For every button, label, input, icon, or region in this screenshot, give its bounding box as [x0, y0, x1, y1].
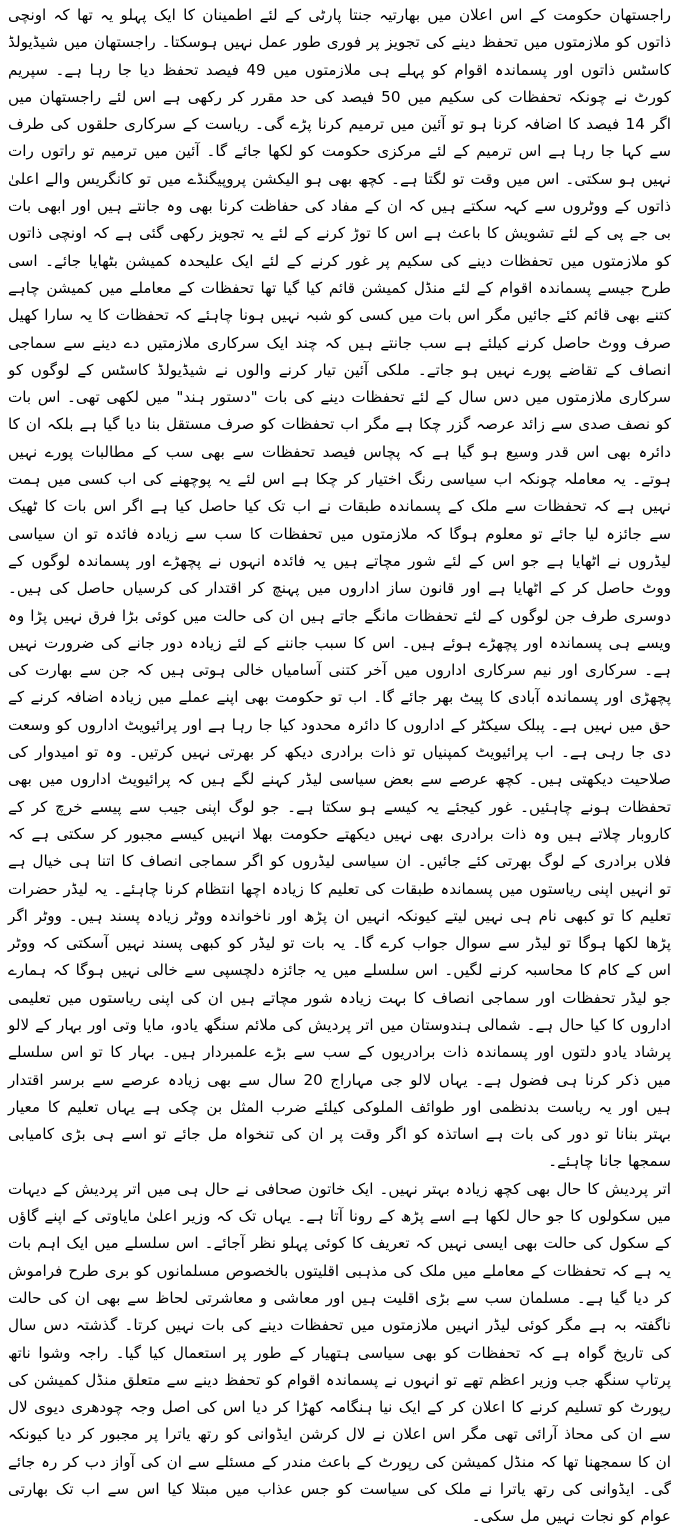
- article-paragraph-2: اتر پردیش کا حال بھی کچھ زیادہ بہتر نہیں۔ ایک خاتون صحافی نے حال ہی میں اتر پردیش کے دیہات میں سکولوں کا جو حال لکھا ہے اسے پڑھ کے رونا آتا ہے۔ یہاں تک کہ وزیر اعلیٰ مایاوتی کے اپنے گاؤں کے سکول کی حالت بھی ایسی نہیں کہ تعریف کا کوئی پہلو نظر آجائے۔ اس سلسلے میں ایک اہم بات یہ ہے کہ تحفظات کے معاملے میں ملک کی مذہبی اقلیتوں بالخصوص مسلمانوں کو بری طرح فراموش کر دیا گیا ہے۔ مسلمان سب سے بڑی اقلیت ہیں اور معاشی و معاشرتی لحاظ سے بھی ان کی حالت ناگفتہ بہ ہے مگر کوئی لیڈر انہیں ملازمتوں میں تحفظات دینے کی بات نہیں کرتا۔ گذشتہ دس سال کی تاریخ گواہ ہے کہ تحفظات کو بھی سیاسی ہتھیار کے طور پر استعمال کیا گیا۔ راجہ وشوا ناتھ پرتاپ سنگھ جب وزیر اعظم تھے تو انہوں نے پسماندہ اقوام کو تحفظ دینے سے متعلق منڈل کمیشن کی رپورٹ کو تسلیم کرنے کا اعلان کر کے ایک نیا ہنگامہ کھڑا کر دیا اس کی اصل وجہ چودھری دیوی لال سے ان کی محاذ آرائی تھی مگر اس اعلان نے لال کرشن ایڈوانی کو رتھ یاترا پر مجبور کر دیا کیونکہ ان کا سمجھنا تھا کہ منڈل کمیشن کی رپورٹ کے باعث مندر کے مسئلے سے ان کی آواز دب کر رہ جائے گی۔ ایڈوانی کی رتھ یاترا نے ملک کی سیاست کو جس عذاب میں مبتلا کیا اس سے اب تک بھارتی عوام کو نجات نہیں مل سکی۔: [8, 1179, 671, 1526]
- article-paragraph-1: راجستھان حکومت کے اس اعلان میں بھارتیہ جنتا پارٹی کے لئے اطمینان کا ایک پہلو یہ تھا کہ اونچی ذاتوں کو ملازمتوں میں تحفظ دینے کی تجویز پر فوری طور عمل نہیں ہوسکتا۔ راجستھان میں شیڈیولڈ کاسٹس ذاتوں اور پسماندہ اقوام کو پہلے ہی ملازمتوں میں 49 فیصد تحفظ دیا جا رہا ہے۔ سپریم کورٹ نے چونکہ تحفظات کی سکیم میں 50 فیصد کی حد مقرر کر رکھی ہے اس لئے راجستھان میں اگر 14 فیصد کا اضافہ کرنا ہو تو آئین میں ترمیم کرنا پڑے گی۔ ریاست کے سرکاری حلقوں کی طرف سے کہا جا رہا ہے اس ترمیم کے لئے مرکزی حکومت کو لکھا جائے گا۔ آئین میں ترمیم تو راتوں رات نہیں ہو سکتی۔ اس میں وقت تو لگتا ہے۔ کچھ بھی ہو الیکشن پروپیگنڈے میں تو کانگریس والے اعلیٰ ذاتوں کے ووٹروں سے کہہ سکتے ہیں کہ ان کے مفاد کی حفاظت کرنا بھی وہ جانتے ہیں اور ابھی بات بی جے پی کے لئے تشویش کا باعث ہے اس کا توڑ کرنے کے لئے یہ تجویز رکھی گئی ہے کہ اونچی ذاتوں کو ملازمتوں میں تحفظات دینے کی سکیم پر غور کرنے کے لئے ایک علیحدہ کمیشن بٹھایا جائے۔ اسی طرح جیسے پسماندہ اقوام کے لئے منڈل کمیشن قائم کیا گیا تھا تحفظات کے معاملے میں کمیشن چاہے کتنے بھی قائم کئے جائیں مگر اس بات میں کسی کو شبہ نہیں ہونا چاہئے کہ تحفظات کا یہ سارا کھیل صرف ووٹ حاصل کرنے کیلئے ہے سب جانتے ہیں کہ چند ایک سرکاری ملازمتیں دے دینے سے سماجی انصاف کے تقاضے پورے نہیں ہو جاتے۔ ملکی آئین تیار کرنے والوں نے شیڈیولڈ کاسٹس کے لوگوں کو سرکاری ملازمتوں میں دس سال کے لئے تحفظات دینے کی بات "دستور ہند" میں لکھی تھی۔ اس بات کو نصف صدی سے زائد عرصہ گزر چکا ہے مگر اب تحفظات کو صرف مستقل بنا دیا گیا ہے بلکہ ان کا دائرہ بھی اس قدر وسیع ہو گیا ہے کہ پچاس فیصد تحفظات سے بھی سب کے مطالبات پورے نہیں ہوتے۔ یہ معاملہ چونکہ اب سیاسی رنگ اختیار کر چکا ہے اس لئے یہ پوچھنے کی اب کسی میں ہمت نہیں ہے کہ تحفظات سے ملک کے پسماندہ طبقات نے اب تک کیا حاصل کیا ہے اگر اس بات کا ٹھیک سے جائزہ لیا جائے تو معلوم ہوگا کہ ملازمتوں میں تحفظات کا سب سے زیادہ فائدہ تو ان سیاسی لیڈروں نے اٹھایا ہے جو اس کے لئے شور مچاتے ہیں یہ فائدہ انہوں نے پچھڑے اور پسماندہ لوگوں کے ووٹ حاصل کر کے اٹھایا ہے اور قانون ساز اداروں میں پہنچ کر اقتدار کی کرسیاں حاصل کی ہیں۔ دوسری طرف جن لوگوں کے لئے تحفظات مانگے جاتے ہیں ان کی حالت میں کوئی بڑا فرق نہیں پڑا وہ ویسے ہی پسماندہ اور پچھڑے ہوئے ہیں۔ اس کا سبب جاننے کے لئے زیادہ دور جانے کی ضرورت نہیں ہے۔ سرکاری اور نیم سرکاری اداروں میں آخر کتنی آسامیاں خالی ہوتی ہیں کہ جن سے بھارت کی پچھڑی اور پسماندہ آبادی کا پیٹ بھر جائے گا۔ اب تو حکومت بھی اپنے عملے میں زیادہ اضافہ کرنے کے حق میں نہیں ہے۔ پبلک سیکٹر کے اداروں کا دائرہ محدود کیا جا رہا ہے اور پرائیویٹ اداروں کو وسعت دی جا رہی ہے۔ اب پرائیویٹ کمپنیاں تو ذات برادری دیکھ کر بھرتی نہیں کرتیں۔ وہ تو امیدوار کی صلاحیت دیکھتی ہیں۔ کچھ عرصے سے بعض سیاسی لیڈر کہنے لگے ہیں کہ پرائیویٹ اداروں میں بھی تحفظات ہونے چاہئیں۔ غور کیجئے یہ کیسے ہو سکتا ہے۔ جو لوگ اپنی جیب سے پیسے خرچ کر کے کاروبار چلاتے ہیں وہ ذات برادری بھی نہیں دیکھتے حکومت بھلا انہیں کیسے مجبور کر سکتی ہے کہ فلاں برادری کے لوگ بھرتی کئے جائیں۔ ان سیاسی لیڈروں کو اگر سماجی انصاف کا اتنا ہی خیال ہے تو انہیں اپنی ریاستوں میں پسماندہ طبقات کی تعلیم کا زیادہ اچھا انتظام کرنا چاہئے۔ یہ لیڈر حضرات تعلیم کا تو کبھی نام ہی نہیں لیتے کیونکہ انہیں ان پڑھ اور ناخواندہ ووٹر زیادہ پسند ہیں۔ ووٹر اگر پڑھا لکھا ہوگا تو لیڈر سے سوال جواب کرے گا۔ یہ بات تو لیڈر کو کبھی پسند نہیں آسکتی کہ ووٹر اس کے کام کا محاسبہ کرنے لگیں۔ اس سلسلے میں یہ جائزہ دلچسپی سے خالی نہیں ہوگا کہ ہمارے جو لیڈر تحفظات اور سماجی انصاف کا بہت زیادہ شور مچاتے ہیں ان کی اپنی ریاستوں میں تعلیمی اداروں کا کیا حال ہے۔ شمالی ہندوستان میں اتر پردیش کی ملائم سنگھ یادو، مایا وتی اور بہار کے لالو پرشاد یادو دلتوں اور پسماندہ ذات برادریوں کے سب سے بڑے علمبردار ہیں۔ بہار کا تو اس سلسلے میں ذکر کرنا ہی فضول ہے۔ یہاں لالو جی مہاراج 20 سال سے بھی زیادہ عرصے سے برسر اقتدار ہیں اور یہ ریاست بدنظمی اور طوائف الملوکی کیلئے ضرب المثل بن چکی ہے یہاں تعلیم کا معیار بہتر بنانا تو دور کی بات ہے اساتذہ کو اگر وقت پر ان کی تنخواہ مل جائے تو اسے ہی بڑی کامیابی سمجھا جانا چاہئے۔: [8, 6, 671, 1171]
